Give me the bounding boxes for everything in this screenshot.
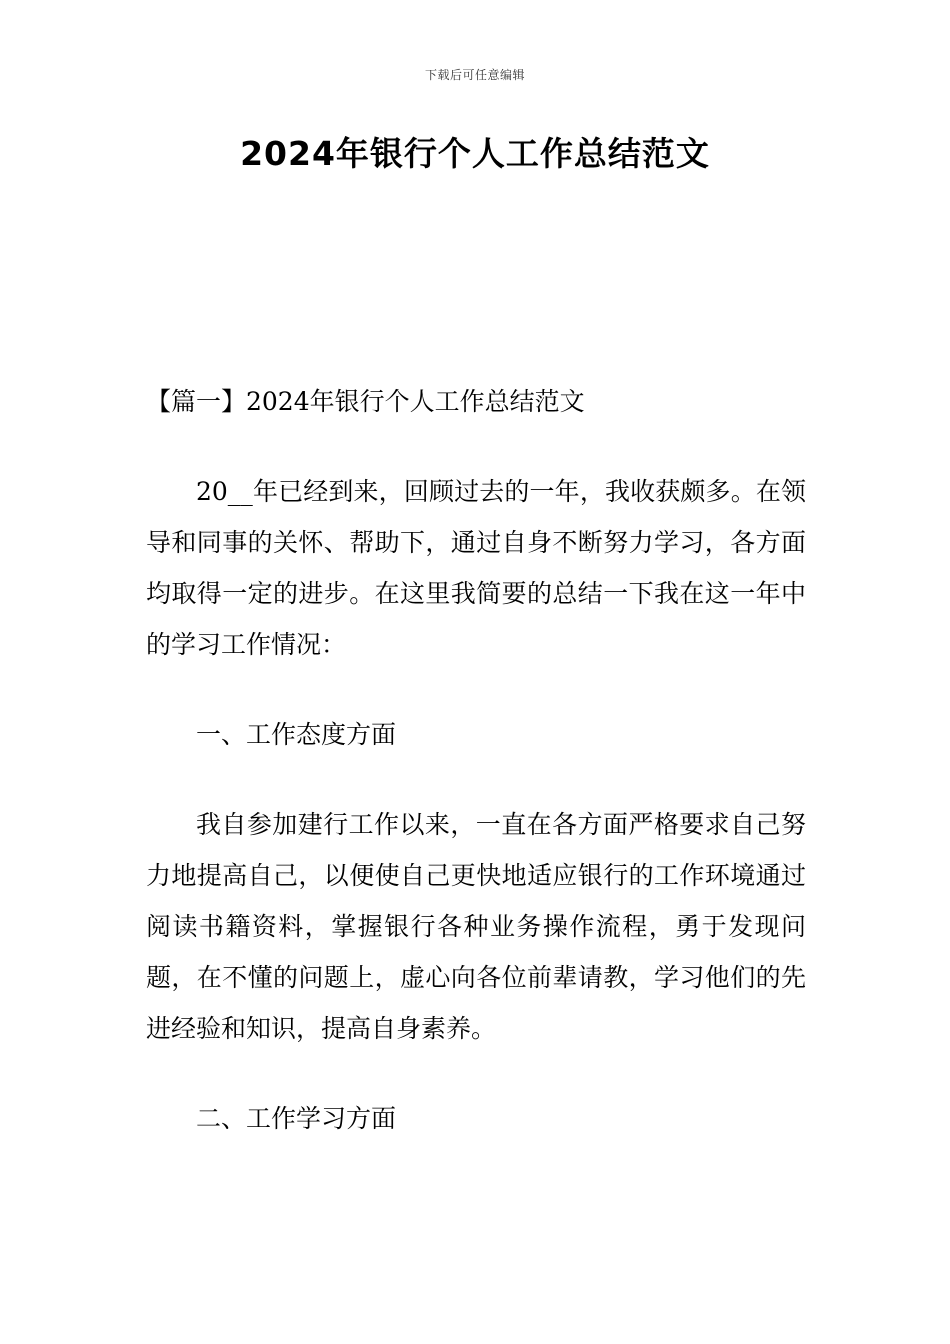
- intro-paragraph: 20__年已经到来，回顾过去的一年，我收获颇多。在领导和同事的关怀、帮助下，通过自身不断努力学习，各方面均取得一定的进步。在这里我简要的总结一下我在这一年中的学习工作情况：: [146, 477, 806, 659]
- work-attitude-paragraph: 我自参加建行工作以来，一直在各方面严格要求自己努力地提高自己，以便使自己更快地适应银行的工作环境通过阅读书籍资料，掌握银行各种业务操作流程，勇于发现问题，在不懂的问题上，虚心向各位前辈请教，学习他们的先进经验和知识，提高自身素养。: [146, 810, 806, 1043]
- document-title: 2024年银行个人工作总结范文: [240, 134, 710, 173]
- document-body: [146, 376, 806, 1183]
- section-title: 【篇一】2024年银行个人工作总结范文: [146, 387, 585, 416]
- heading-work-attitude: 一、工作态度方面: [196, 720, 397, 749]
- heading-work-study: 二、工作学习方面: [196, 1104, 397, 1133]
- header-note: 下载后可任意编辑: [424, 68, 525, 82]
